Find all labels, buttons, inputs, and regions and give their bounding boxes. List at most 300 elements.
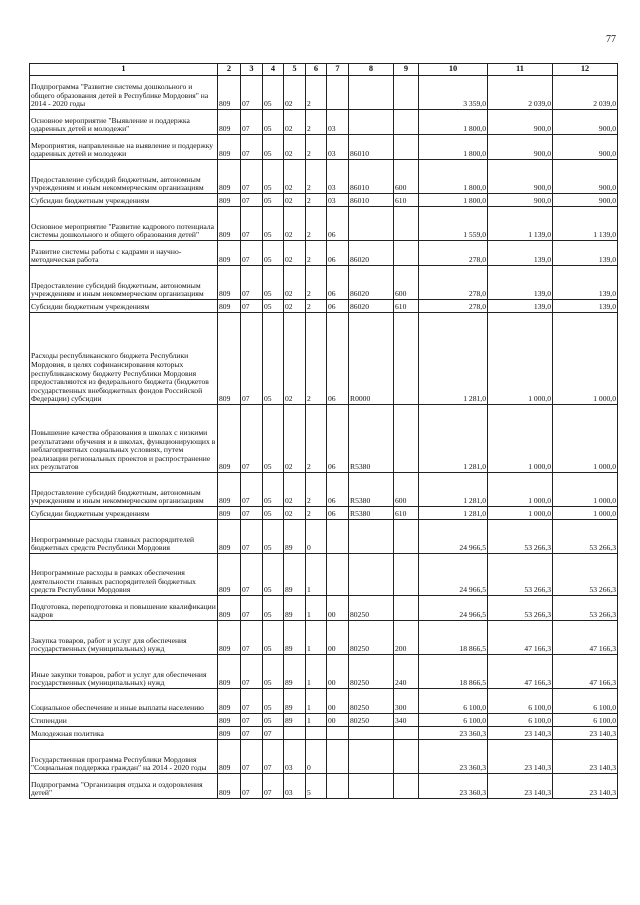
section-code-cell: 07 (241, 473, 263, 507)
expense-type-code-cell (394, 727, 419, 740)
subsection-code-cell: 05 (263, 266, 284, 300)
section-code-cell: 07 (241, 727, 263, 740)
event-code-cell: 00 (327, 596, 349, 621)
program-code-cell: 02 (284, 507, 306, 520)
column-header: 12 (553, 64, 618, 76)
row-name: Развитие системы работы с кадрами и научно-методическая работа (30, 241, 218, 266)
table-row (30, 621, 618, 655)
subsection-code-cell: 05 (263, 507, 284, 520)
amount-2019-cell: 139,0 (488, 300, 553, 313)
row-name: Субсидии бюджетным учреждениям (30, 194, 218, 207)
amount-2020-cell: 53 266,3 (553, 596, 618, 621)
amount-2019-cell: 900,0 (488, 110, 553, 135)
amount-2020-cell: 139,0 (553, 241, 618, 266)
amount-2018-cell: 24 966,5 (419, 520, 488, 554)
grbs-code-cell: 809 (218, 266, 241, 300)
section-code-cell: 07 (241, 520, 263, 554)
section-code-cell: 07 (241, 405, 263, 473)
table-body (30, 76, 618, 799)
amount-2020-cell: 139,0 (553, 266, 618, 300)
column-header: 4 (263, 64, 284, 76)
direction-code-cell: 80250 (349, 714, 394, 727)
amount-2018-cell: 1 559,0 (419, 207, 488, 241)
amount-2018-cell: 1 800,0 (419, 194, 488, 207)
subsection-code-cell: 05 (263, 655, 284, 689)
column-header: 3 (241, 64, 263, 76)
amount-2020-cell: 1 000,0 (553, 313, 618, 405)
program-code-cell: 89 (284, 554, 306, 596)
table-row (30, 266, 618, 300)
table-row (30, 689, 618, 714)
event-code-cell: 06 (327, 313, 349, 405)
section-code-cell: 07 (241, 313, 263, 405)
event-code-cell: 06 (327, 266, 349, 300)
table-row (30, 241, 618, 266)
event-code-cell: 00 (327, 714, 349, 727)
amount-2018-cell: 1 281,0 (419, 313, 488, 405)
amount-2018-cell: 278,0 (419, 266, 488, 300)
table-row (30, 520, 618, 554)
direction-code-cell (349, 554, 394, 596)
expense-type-code-cell (394, 207, 419, 241)
amount-2019-cell: 53 266,3 (488, 554, 553, 596)
section-code-cell: 07 (241, 621, 263, 655)
row-name: Мероприятия, направленные на выявление и поддержку одаренных детей и молодежи (30, 135, 218, 160)
program-code-cell: 02 (284, 266, 306, 300)
program-code-cell: 89 (284, 655, 306, 689)
table-row (30, 300, 618, 313)
page-number: 77 (606, 34, 616, 45)
section-code-cell: 07 (241, 689, 263, 714)
row-name: Непрограммные расходы главных распорядителей бюджетных средств Республики Мордовия (30, 520, 218, 554)
row-name: Молодежная политика (30, 727, 218, 740)
grbs-code-cell: 809 (218, 313, 241, 405)
event-code-cell: 03 (327, 160, 349, 194)
subsection-code-cell: 05 (263, 135, 284, 160)
amount-2019-cell: 6 100,0 (488, 689, 553, 714)
expense-type-code-cell: 340 (394, 714, 419, 727)
table-row (30, 194, 618, 207)
event-code-cell: 06 (327, 300, 349, 313)
subsection-code-cell: 05 (263, 554, 284, 596)
direction-code-cell: 86020 (349, 266, 394, 300)
section-code-cell: 07 (241, 300, 263, 313)
amount-2018-cell: 18 866,5 (419, 621, 488, 655)
grbs-code-cell: 809 (218, 194, 241, 207)
expense-type-code-cell: 610 (394, 300, 419, 313)
section-code-cell: 07 (241, 194, 263, 207)
table-row (30, 740, 618, 774)
grbs-code-cell: 809 (218, 596, 241, 621)
expense-type-code-cell (394, 405, 419, 473)
program-code-cell: 02 (284, 473, 306, 507)
table-row (30, 76, 618, 110)
amount-2019-cell: 53 266,3 (488, 520, 553, 554)
grbs-code-cell: 809 (218, 740, 241, 774)
subsection-code-cell: 05 (263, 405, 284, 473)
program-code-cell: 89 (284, 520, 306, 554)
amount-2019-cell: 23 140,3 (488, 727, 553, 740)
subsection-code-cell: 05 (263, 596, 284, 621)
amount-2019-cell: 53 266,3 (488, 596, 553, 621)
program-code-cell: 89 (284, 689, 306, 714)
column-number-row (30, 64, 618, 76)
amount-2019-cell: 23 140,3 (488, 774, 553, 799)
row-name: Стипендии (30, 714, 218, 727)
table-row (30, 207, 618, 241)
row-name: Субсидии бюджетным учреждениям (30, 507, 218, 520)
direction-code-cell: 86020 (349, 300, 394, 313)
expense-type-code-cell: 610 (394, 507, 419, 520)
event-code-cell (327, 774, 349, 799)
amount-2019-cell: 139,0 (488, 266, 553, 300)
subsection-code-cell: 05 (263, 300, 284, 313)
event-code-cell (327, 520, 349, 554)
expense-type-code-cell: 600 (394, 160, 419, 194)
grbs-code-cell: 809 (218, 774, 241, 799)
table-row (30, 110, 618, 135)
program-code-cell: 02 (284, 300, 306, 313)
subprogram-code-cell: 2 (306, 160, 327, 194)
event-code-cell: 00 (327, 655, 349, 689)
direction-code-cell: 86010 (349, 194, 394, 207)
direction-code-cell (349, 207, 394, 241)
row-name: Закупка товаров, работ и услуг для обеспечения государственных (муниципальных) нужд (30, 621, 218, 655)
subprogram-code-cell: 2 (306, 313, 327, 405)
subsection-code-cell: 07 (263, 740, 284, 774)
amount-2020-cell: 53 266,3 (553, 554, 618, 596)
direction-code-cell (349, 740, 394, 774)
grbs-code-cell: 809 (218, 507, 241, 520)
table-row (30, 507, 618, 520)
program-code-cell: 03 (284, 774, 306, 799)
section-code-cell: 07 (241, 76, 263, 110)
direction-code-cell: 80250 (349, 596, 394, 621)
column-header: 6 (306, 64, 327, 76)
amount-2019-cell: 900,0 (488, 160, 553, 194)
event-code-cell: 03 (327, 110, 349, 135)
program-code-cell: 02 (284, 405, 306, 473)
amount-2018-cell: 6 100,0 (419, 714, 488, 727)
event-code-cell: 06 (327, 473, 349, 507)
program-code-cell: 02 (284, 110, 306, 135)
subprogram-code-cell: 1 (306, 554, 327, 596)
column-header: 7 (327, 64, 349, 76)
row-name: Подпрограмма "Развитие системы дошкольного и общего образования детей в Республике Мордовия" на 2014 - 2020 годы (30, 76, 218, 110)
table-row (30, 774, 618, 799)
amount-2018-cell: 1 800,0 (419, 160, 488, 194)
subsection-code-cell: 05 (263, 621, 284, 655)
amount-2018-cell: 3 359,0 (419, 76, 488, 110)
amount-2019-cell: 1 000,0 (488, 405, 553, 473)
column-header: 10 (419, 64, 488, 76)
program-code-cell (284, 727, 306, 740)
subprogram-code-cell: 2 (306, 110, 327, 135)
grbs-code-cell: 809 (218, 554, 241, 596)
event-code-cell: 06 (327, 207, 349, 241)
grbs-code-cell: 809 (218, 76, 241, 110)
direction-code-cell (349, 774, 394, 799)
column-header: 9 (394, 64, 419, 76)
column-header: 8 (349, 64, 394, 76)
row-name: Подпрограмма "Организация отдыха и оздоровления детей" (30, 774, 218, 799)
grbs-code-cell: 809 (218, 207, 241, 241)
amount-2018-cell: 1 800,0 (419, 110, 488, 135)
event-code-cell: 00 (327, 689, 349, 714)
subsection-code-cell: 05 (263, 313, 284, 405)
amount-2018-cell: 23 360,3 (419, 774, 488, 799)
table-row (30, 655, 618, 689)
section-code-cell: 07 (241, 507, 263, 520)
section-code-cell: 07 (241, 655, 263, 689)
amount-2018-cell: 23 360,3 (419, 727, 488, 740)
direction-code-cell: R0000 (349, 313, 394, 405)
direction-code-cell: 80250 (349, 689, 394, 714)
amount-2020-cell: 900,0 (553, 160, 618, 194)
expense-type-code-cell (394, 596, 419, 621)
event-code-cell: 06 (327, 405, 349, 473)
row-name: Повышение качества образования в школах с низкими результатами обучения и в школах, функционирующих в неблагоприятных социальных условиях, путем реализации региональных проектов и распространение их результатов (30, 405, 218, 473)
program-code-cell: 89 (284, 714, 306, 727)
section-code-cell: 07 (241, 714, 263, 727)
row-name: Предоставление субсидий бюджетным, автономным учреждениям и иным некоммерческим организациям (30, 266, 218, 300)
grbs-code-cell: 809 (218, 241, 241, 266)
grbs-code-cell: 809 (218, 110, 241, 135)
amount-2020-cell: 1 139,0 (553, 207, 618, 241)
event-code-cell: 03 (327, 135, 349, 160)
subsection-code-cell: 05 (263, 473, 284, 507)
amount-2019-cell: 47 166,3 (488, 621, 553, 655)
direction-code-cell: R5380 (349, 473, 394, 507)
row-name: Основное мероприятие "Развитие кадрового потенциала системы дошкольного и общего образования детей" (30, 207, 218, 241)
grbs-code-cell: 809 (218, 160, 241, 194)
amount-2018-cell: 1 281,0 (419, 405, 488, 473)
amount-2020-cell: 1 000,0 (553, 473, 618, 507)
amount-2019-cell: 47 166,3 (488, 655, 553, 689)
expense-type-code-cell: 240 (394, 655, 419, 689)
expense-type-code-cell: 610 (394, 194, 419, 207)
subsection-code-cell: 05 (263, 520, 284, 554)
program-code-cell: 02 (284, 160, 306, 194)
amount-2018-cell: 1 281,0 (419, 473, 488, 507)
direction-code-cell (349, 727, 394, 740)
expense-type-code-cell (394, 241, 419, 266)
grbs-code-cell: 809 (218, 405, 241, 473)
program-code-cell: 02 (284, 76, 306, 110)
program-code-cell: 02 (284, 135, 306, 160)
subprogram-code-cell: 2 (306, 507, 327, 520)
subprogram-code-cell: 1 (306, 714, 327, 727)
column-header: 5 (284, 64, 306, 76)
grbs-code-cell: 809 (218, 655, 241, 689)
direction-code-cell: 80250 (349, 621, 394, 655)
direction-code-cell (349, 520, 394, 554)
grbs-code-cell: 809 (218, 714, 241, 727)
amount-2020-cell: 139,0 (553, 300, 618, 313)
event-code-cell (327, 554, 349, 596)
amount-2019-cell: 1 000,0 (488, 313, 553, 405)
row-name: Непрограммные расходы в рамках обеспечения деятельности главных распорядителей бюджетных средств Республики Мордовия (30, 554, 218, 596)
table-row (30, 160, 618, 194)
expense-type-code-cell (394, 554, 419, 596)
program-code-cell: 02 (284, 194, 306, 207)
row-name: Социальное обеспечение и иные выплаты населению (30, 689, 218, 714)
row-name: Иные закупки товаров, работ и услуг для обеспечения государственных (муниципальных) нужд (30, 655, 218, 689)
subprogram-code-cell: 1 (306, 596, 327, 621)
subprogram-code-cell: 0 (306, 520, 327, 554)
subsection-code-cell: 05 (263, 241, 284, 266)
expense-type-code-cell (394, 313, 419, 405)
program-code-cell: 02 (284, 241, 306, 266)
subprogram-code-cell: 1 (306, 689, 327, 714)
subprogram-code-cell (306, 727, 327, 740)
amount-2020-cell: 47 166,3 (553, 655, 618, 689)
expense-type-code-cell: 300 (394, 689, 419, 714)
subsection-code-cell: 05 (263, 110, 284, 135)
program-code-cell: 02 (284, 313, 306, 405)
amount-2018-cell: 1 800,0 (419, 135, 488, 160)
grbs-code-cell: 809 (218, 689, 241, 714)
section-code-cell: 07 (241, 596, 263, 621)
expense-type-code-cell (394, 135, 419, 160)
row-name: Основное мероприятие "Выявление и поддержка одаренных детей и молодежи" (30, 110, 218, 135)
section-code-cell: 07 (241, 774, 263, 799)
expense-type-code-cell: 600 (394, 266, 419, 300)
direction-code-cell (349, 110, 394, 135)
amount-2019-cell: 900,0 (488, 194, 553, 207)
grbs-code-cell: 809 (218, 473, 241, 507)
amount-2019-cell: 6 100,0 (488, 714, 553, 727)
section-code-cell: 07 (241, 135, 263, 160)
amount-2020-cell: 23 140,3 (553, 774, 618, 799)
amount-2019-cell: 139,0 (488, 241, 553, 266)
amount-2019-cell: 2 039,0 (488, 76, 553, 110)
amount-2020-cell: 900,0 (553, 194, 618, 207)
program-code-cell: 02 (284, 207, 306, 241)
subprogram-code-cell: 5 (306, 774, 327, 799)
row-name: Предоставление субсидий бюджетным, автономным учреждениям и иным некоммерческим организациям (30, 160, 218, 194)
row-name: Государственная программа Республики Мордовия "Социальная поддержка граждан" на 2014 - 2020 годы (30, 740, 218, 774)
row-name: Предоставление субсидий бюджетным, автономным учреждениям и иным некоммерческим организациям (30, 473, 218, 507)
amount-2020-cell: 6 100,0 (553, 714, 618, 727)
amount-2018-cell: 23 360,3 (419, 740, 488, 774)
table-row (30, 714, 618, 727)
row-name: Подготовка, переподготовка и повышение квалификации кадров (30, 596, 218, 621)
subprogram-code-cell: 2 (306, 194, 327, 207)
subprogram-code-cell: 1 (306, 655, 327, 689)
amount-2018-cell: 24 966,5 (419, 596, 488, 621)
amount-2019-cell: 23 140,3 (488, 740, 553, 774)
direction-code-cell: 86010 (349, 135, 394, 160)
subsection-code-cell: 07 (263, 727, 284, 740)
event-code-cell: 06 (327, 241, 349, 266)
subprogram-code-cell: 2 (306, 266, 327, 300)
subsection-code-cell: 05 (263, 194, 284, 207)
subprogram-code-cell: 2 (306, 405, 327, 473)
amount-2018-cell: 1 281,0 (419, 507, 488, 520)
subsection-code-cell: 05 (263, 714, 284, 727)
table-row (30, 596, 618, 621)
subprogram-code-cell: 0 (306, 740, 327, 774)
budget-table (29, 63, 618, 799)
event-code-cell: 06 (327, 507, 349, 520)
subsection-code-cell: 05 (263, 160, 284, 194)
event-code-cell (327, 76, 349, 110)
subsection-code-cell: 05 (263, 76, 284, 110)
grbs-code-cell: 809 (218, 727, 241, 740)
event-code-cell (327, 727, 349, 740)
grbs-code-cell: 809 (218, 300, 241, 313)
expense-type-code-cell: 200 (394, 621, 419, 655)
direction-code-cell: 86020 (349, 241, 394, 266)
table-row (30, 313, 618, 405)
row-name: Расходы республиканского бюджета Республики Мордовия, в целях софинансирования которых республиканскому бюджету Республики Мордовия предоставляются из федерального бюджета (бюджетов государственных внебюджетных фондов Российской Федерации) субсидии (30, 313, 218, 405)
amount-2018-cell: 278,0 (419, 300, 488, 313)
section-code-cell: 07 (241, 740, 263, 774)
subprogram-code-cell: 2 (306, 207, 327, 241)
amount-2019-cell: 1 000,0 (488, 473, 553, 507)
column-header: 1 (30, 64, 218, 76)
amount-2019-cell: 1 000,0 (488, 507, 553, 520)
section-code-cell: 07 (241, 266, 263, 300)
subsection-code-cell: 05 (263, 207, 284, 241)
subprogram-code-cell: 2 (306, 473, 327, 507)
direction-code-cell: R5380 (349, 405, 394, 473)
subprogram-code-cell: 1 (306, 621, 327, 655)
amount-2020-cell: 47 166,3 (553, 621, 618, 655)
program-code-cell: 89 (284, 596, 306, 621)
column-header: 11 (488, 64, 553, 76)
subsection-code-cell: 07 (263, 774, 284, 799)
amount-2020-cell: 23 140,3 (553, 727, 618, 740)
event-code-cell (327, 740, 349, 774)
amount-2018-cell: 6 100,0 (419, 689, 488, 714)
amount-2020-cell: 900,0 (553, 110, 618, 135)
direction-code-cell: 86010 (349, 160, 394, 194)
table-row (30, 135, 618, 160)
amount-2020-cell: 1 000,0 (553, 405, 618, 473)
table-row (30, 405, 618, 473)
expense-type-code-cell (394, 774, 419, 799)
program-code-cell: 03 (284, 740, 306, 774)
table-row (30, 473, 618, 507)
subprogram-code-cell: 2 (306, 300, 327, 313)
amount-2020-cell: 23 140,3 (553, 740, 618, 774)
section-code-cell: 07 (241, 241, 263, 266)
table-row (30, 554, 618, 596)
column-header: 2 (218, 64, 241, 76)
amount-2020-cell: 2 039,0 (553, 76, 618, 110)
expense-type-code-cell (394, 110, 419, 135)
amount-2020-cell: 900,0 (553, 135, 618, 160)
amount-2020-cell: 1 000,0 (553, 507, 618, 520)
expense-type-code-cell (394, 740, 419, 774)
expense-type-code-cell: 600 (394, 473, 419, 507)
amount-2018-cell: 18 866,5 (419, 655, 488, 689)
direction-code-cell (349, 76, 394, 110)
direction-code-cell: R5380 (349, 507, 394, 520)
subprogram-code-cell: 2 (306, 76, 327, 110)
amount-2020-cell: 6 100,0 (553, 689, 618, 714)
amount-2018-cell: 24 966,5 (419, 554, 488, 596)
table-row (30, 727, 618, 740)
subprogram-code-cell: 2 (306, 241, 327, 266)
section-code-cell: 07 (241, 160, 263, 194)
program-code-cell: 89 (284, 621, 306, 655)
grbs-code-cell: 809 (218, 135, 241, 160)
expense-type-code-cell (394, 76, 419, 110)
section-code-cell: 07 (241, 207, 263, 241)
